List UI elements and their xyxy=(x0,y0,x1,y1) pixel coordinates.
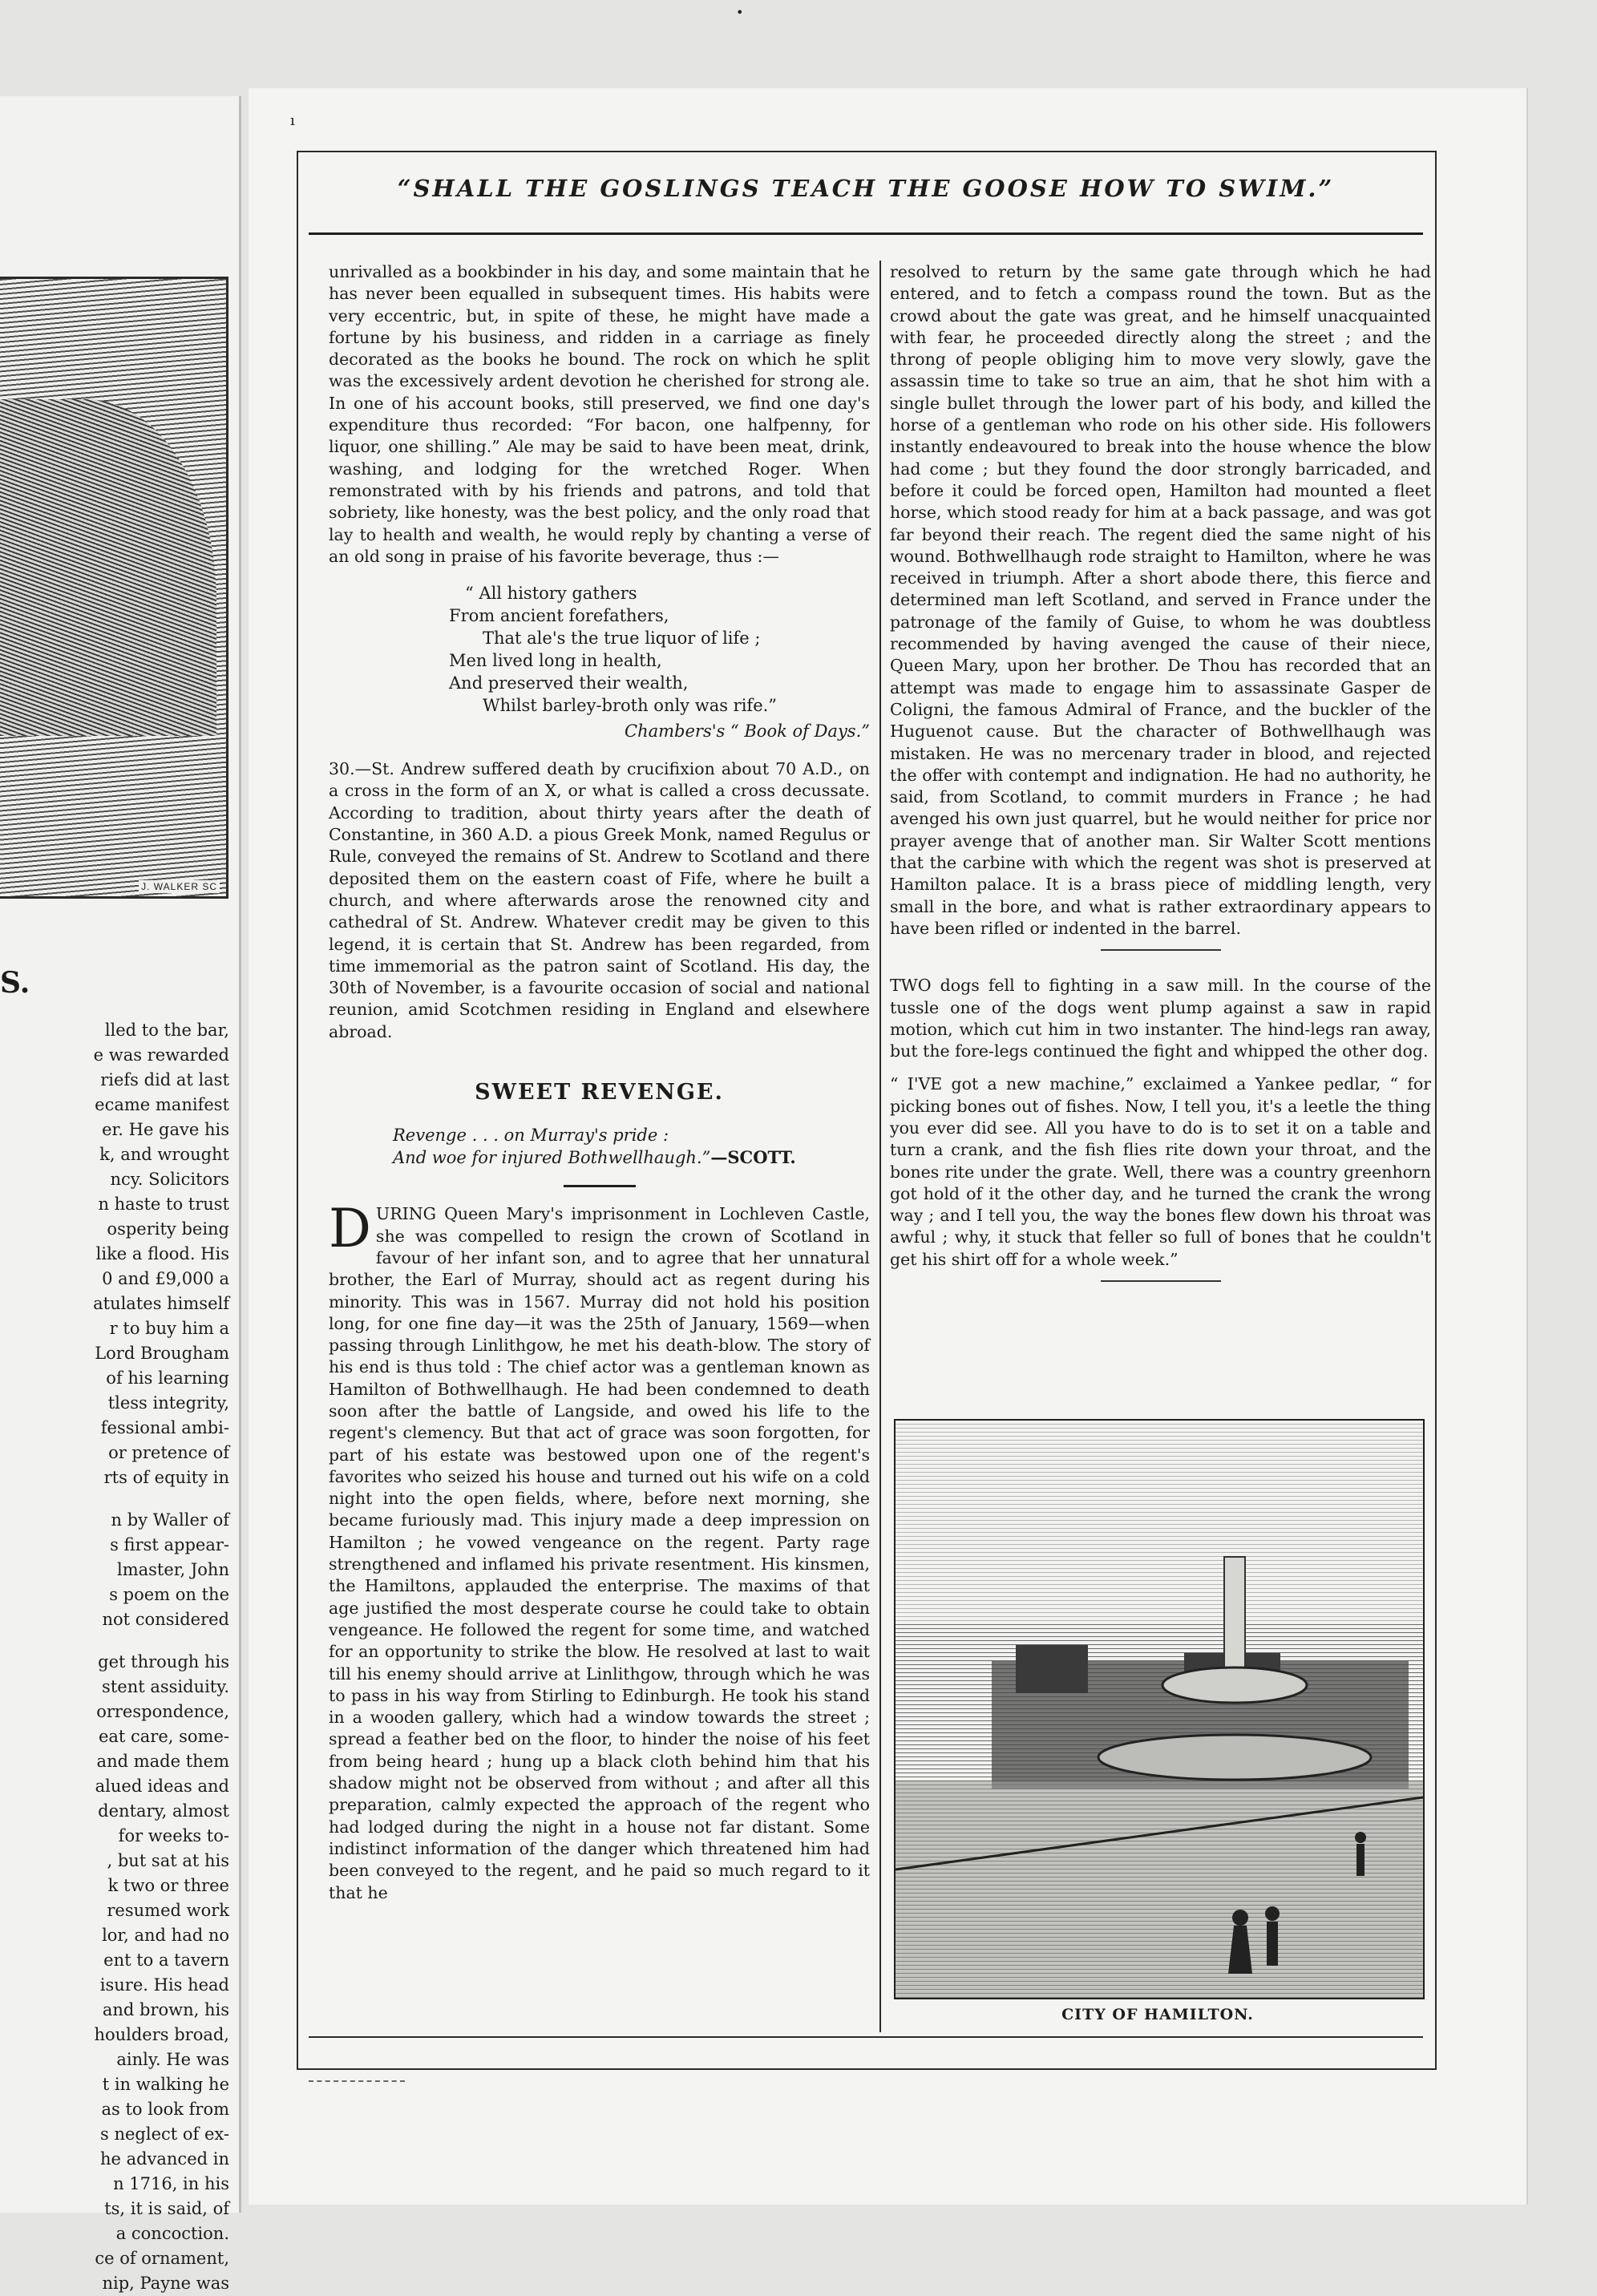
left-line-fragment: a concoction. xyxy=(115,2224,229,2243)
left-line-fragment: s first appear- xyxy=(110,1535,229,1554)
left-line-fragment: isure. His head xyxy=(99,1975,229,1995)
picture-caption: CITY OF HAMILTON. xyxy=(1061,2006,1254,2023)
left-line-fragment: stent assiduity. xyxy=(102,1677,229,1696)
left-page-engraving xyxy=(0,277,228,899)
epigraph-author: —SCOTT. xyxy=(710,1147,796,1168)
left-line-fragment: k, and wrought xyxy=(99,1145,229,1164)
left-line-fragment: r to buy him a xyxy=(109,1319,229,1338)
left-line-fragment: eat care, some- xyxy=(98,1727,229,1746)
left-line-fragment: tless integrity, xyxy=(107,1393,229,1413)
left-line-fragment: resumed work xyxy=(107,1901,229,1920)
epigraph xyxy=(393,1124,870,1169)
left-line-fragment: and made them xyxy=(96,1752,229,1771)
left-line-fragment: get through his xyxy=(98,1652,229,1671)
left-line-fragment: osperity being xyxy=(107,1219,229,1239)
left-line-fragment: nip, Payne was xyxy=(102,2274,229,2293)
left-line-fragment: fessional ambi- xyxy=(100,1418,229,1437)
left-line-fragment: or pretence of xyxy=(108,1443,229,1462)
left-column xyxy=(329,261,870,1904)
figure xyxy=(1265,1906,1280,1921)
facing-page-fragment xyxy=(0,96,241,2293)
bottom-mark xyxy=(309,2080,405,2082)
verse-line: From ancient forefathers, xyxy=(449,606,669,626)
verse-citation: Chambers's “ Book of Days.” xyxy=(625,722,870,742)
epigraph-line: Revenge . . . on Murray's pride : xyxy=(393,1126,669,1146)
left-line-fragment: n by Waller of xyxy=(111,1510,229,1530)
pedlar-paragraph: “ I'VE got a new machine,” exclaimed a Yankee pedlar, “ for picking bones out of fishes. Now, I tell you, it's a leetle the thing you ever did see. All you have to do is to set it on a table and turn a crank, and the fish flies rite down your throat, and the bones rite under the grate. Well, there was a country greenhorn got hold of it the other day, and he turned the crank the wrong way ; and I tell you, the way the bones flew down his throat was awful ; why, it stuck that feller so full of bones that he couldn't get his shirt off for a whole week.” xyxy=(890,1074,1431,1269)
left-line-fragment: ce of ornament, xyxy=(95,2249,229,2268)
fountain-column xyxy=(1224,1557,1245,1677)
section-title: SWEET REVENGE. xyxy=(475,1080,724,1106)
left-line-fragment: lor, and had no xyxy=(102,1926,229,1945)
footer-rule xyxy=(309,2036,1423,2038)
column-divider xyxy=(879,261,881,2032)
left-line-fragment: ainly. He was xyxy=(116,2050,229,2069)
fountain-pool xyxy=(1098,1735,1371,1780)
sweet-revenge-paragraph xyxy=(329,1198,870,1904)
epigraph-line: And woe for injured Bothwellhaugh.” xyxy=(393,1148,711,1168)
left-line-fragment: dentary, almost xyxy=(98,1801,229,1821)
square-ground xyxy=(896,1781,1423,1998)
engraver-credit: J. WALKER SC xyxy=(139,880,220,893)
st-andrew-paragraph: 30.—St. Andrew suffered death by crucifixion about 70 A.D., on a cross in the form of an X, or what is called a cross decussate. According to tradition, about thirty years after the death of Constantine, in 360 A.D. a pious Greek Monk, named Regulus or Rule, conveyed the remains of St. Andrew to Scotland and there deposited them on the eastern coast of Fife, where he built a church, and where afterwards arose the renowned city and cathedral of St. Andrew. Whatever credit may be given to this legend, it is certain that St. Andrew has been regarded, from time immemorial as the patron saint of Scotland. His day, the 30th of November, is a favourite occasion of social and national reunion, amid Scotchmen residing in England and elsewhere abroad. xyxy=(329,759,870,1041)
dogs-paragraph: TWO dogs fell to fighting in a saw mill. In the course of the tussle one of the dogs went plump against a saw in rapid motion, which cut him in two instanter. The hind-legs ran away, but the fore-legs continued the fight and whipped the other dog. xyxy=(890,976,1431,1061)
left-line-fragment: rts of equity in xyxy=(103,1468,229,1487)
verse-line: Whilst barley-broth only was rife.” xyxy=(483,696,778,716)
engraving-scene xyxy=(896,1421,1423,1998)
verse-line: That ale's the true liquor of life ; xyxy=(483,629,761,649)
left-line-fragment: n haste to trust xyxy=(98,1194,229,1214)
left-line-fragment: 0 and £9,000 a xyxy=(102,1269,229,1288)
left-line-fragment: not considered xyxy=(102,1610,229,1629)
left-line-fragment: lmaster, John xyxy=(117,1560,229,1579)
sky xyxy=(896,1421,1423,1621)
verse-line: And preserved their wealth, xyxy=(449,673,689,693)
figure-body xyxy=(1267,1922,1278,1966)
left-line-fragment: ent to a tavern xyxy=(103,1950,229,1970)
left-line-fragment: alued ideas and xyxy=(95,1777,229,1796)
left-line-fragment: n 1716, in his xyxy=(113,2174,229,2193)
left-line-fragment: and brown, his xyxy=(102,2000,229,2019)
left-line-fragment: Lord Brougham xyxy=(95,1344,229,1363)
left-line-fragment: s poem on the xyxy=(109,1585,229,1604)
left-line-fragment: s neglect of ex- xyxy=(100,2124,229,2144)
left-line-fragment: riefs did at last xyxy=(100,1070,229,1089)
left-line-fragment: lled to the bar, xyxy=(104,1021,229,1040)
figure xyxy=(1355,1832,1366,1843)
left-line-fragment: ts, it is said, of xyxy=(104,2199,229,2218)
page-mark: ı xyxy=(290,112,295,129)
left-line-fragment: he advanced in xyxy=(99,2149,229,2169)
left-line-fragment: ncy. Solicitors xyxy=(110,1170,229,1189)
short-rule xyxy=(564,1185,636,1187)
left-line-fragment: as to look from xyxy=(101,2100,229,2119)
running-head: “SHALL THE GOSLINGS TEACH THE GOOSE HOW TO SWIM.” xyxy=(397,175,1335,202)
left-line-fragment: of his learning xyxy=(106,1368,229,1388)
verse-line: “ All history gathers xyxy=(465,584,637,604)
head-rule xyxy=(309,232,1423,235)
fountain-basin xyxy=(1162,1667,1307,1703)
building-tower xyxy=(1016,1645,1088,1693)
ale-verse xyxy=(449,582,870,742)
drop-cap: D xyxy=(329,1198,371,1260)
right-column xyxy=(890,261,1431,1306)
left-line-fragment: e was rewarded xyxy=(93,1045,229,1065)
engraving-hill xyxy=(0,399,216,736)
left-line-fragment: orrespondence, xyxy=(96,1702,229,1721)
figure xyxy=(1232,1910,1248,1926)
left-line-fragment: t in walking he xyxy=(102,2075,229,2094)
epigraph-line-2 xyxy=(393,1146,870,1169)
sweet-revenge-text: URING Queen Mary's imprisonment in Lochleven Castle, she was compelled to resign the crown of Scotland in favour of her infant son, and to agree that her unnatural brother, the Earl of Murray, should act as regent during his minority. This was in 1567. Murray did not hold his position long, for one fine day—it was the 25th of January, 1569—when passing through Linlithgow, he met his death-blow. The story of his end is thus told : The chief actor was a gentleman known as Hamilton of Bothwellhaugh. He had been condemned to death soon after the battle of Langside, and owed his life to the regent's clemency. But that act of grace was soon forgotten, for part of his estate was bestowed upon one of the regent's favorites who seized his house and turned out his wife on a cold night into the open fields, where, before next morning, she became furiously mad. This injury made a deep impression on Hamilton ; he vowed vengeance on the regent. Party rage strengthened and inflamed his private resentment. His kinsmen, the Hamiltons, applauded the enterprise. The maxims of that age justified the most desperate course he could take to obtain vengeance. He followed the regent for some time, and watched for an opportunity to strike the blow. He resolved at last to wait till his enemy should arrive at Linlithgow, through which he was to pass in his way from Stirling to Edinburgh. He took his stand in a wooden gallery, which had a window towards the street ; spread a feather bed on the floor, to hinder the noise of his feet from being heard ; hung up a black cloth behind him that his shadow might not be observed from without ; and after all this preparation, calmly expected the approach of the regent who had lodged during the night in a house not far distant. Some indistinct information of the danger which threatened him had been conveyed to the regent, and he paid so much regard to it that he xyxy=(329,1204,870,1902)
separator-rule xyxy=(1101,949,1221,951)
left-line-fragment: like a flood. His xyxy=(95,1244,229,1263)
page-speck: • xyxy=(736,5,744,20)
figure-body xyxy=(1356,1844,1365,1876)
regent-paragraph: resolved to return by the same gate through which he had entered, and to fetch a compass round the town. But as the crowd about the gate was great, and he himself unacquainted with fear, he proceeded directly along the street ; and the throng of people obliging him to move very slowly, gave the assassin time to take so true an aim, that he shot him with a single bullet through the lower part of his body, and killed the horse of a gentleman who rode on his other side. His followers instantly endeavoured to break into the house whence the blow had come ; but they found the door strongly barricaded, and before it could be forced open, Hamilton had mounted a fleet horse, which stood ready for him at a back passage, and was got far beyond their reach. The regent died the same night of his wound. Bothwellhaugh rode straight to Hamilton, where he was received in triumph. After a short abode there, this fierce and determined man left Scotland, and served in France under the patronage of the family of Guise, to whom he was doubtless recommended by having avenged the cause of their niece, Queen Mary, upon her brother. De Thou has recorded that an attempt was made to engage him to assassinate Gasper de Coligni, the famous Admiral of France, and the buckler of the Huguenot cause. But the character of Bothwellhaugh was mistaken. He was no mercenary trader in blood, and rejected the offer with contempt and indignation. He had no authority, he said, from Scotland, to commit murders in France ; he had avenged his own just quarrel, but he would neither for price nor prayer avenge that of another man. Sir Walter Scott mentions that the carbine with which the regent was shot is preserved at Hamilton palace. It is a brass piece of middling length, very small in the bore, and what is rather extraordinary appears to have been rifled or indented in the barrel. xyxy=(890,262,1431,938)
left-line-fragment: houlders broad, xyxy=(94,2025,229,2044)
separator-rule xyxy=(1101,1280,1221,1282)
left-heading-fragment: S. xyxy=(0,966,30,1000)
left-line-fragment: er. He gave his xyxy=(102,1120,229,1139)
left-line-fragment: ecame manifest xyxy=(95,1095,229,1114)
bookbinder-paragraph: unrivalled as a bookbinder in his day, and some maintain that he has never been equalled in subsequent times. His habits were very eccentric, but, in spite of these, he might have made a fortune by his business, and ridden in a carriage as finely decorated as the books he bound. The rock on which he split was the excessively ardent devotion he cherished for strong ale. In one of his account books, still preserved, we find one day's expenditure thus recorded: “For bacon, one halfpenny, for liquor, one shilling.” Ale may be said to have been meat, drink, washing, and lodging for the wretched Roger. When remonstrated with by his friends and patrons, and told that sobriety, like honesty, was the best policy, and the only road that lay to health and wealth, he would reply by chanting a verse of an old song in praise of his favorite beverage, thus :— xyxy=(329,262,870,566)
city-of-hamilton-engraving xyxy=(894,1419,1425,1999)
left-line-fragment: , but sat at his xyxy=(107,1851,229,1870)
left-line-fragment: atulates himself xyxy=(93,1294,229,1313)
left-line-fragment: k two or three xyxy=(107,1876,229,1895)
left-line-fragment: for weeks to- xyxy=(118,1826,229,1845)
verse-line: Men lived long in health, xyxy=(449,651,662,671)
